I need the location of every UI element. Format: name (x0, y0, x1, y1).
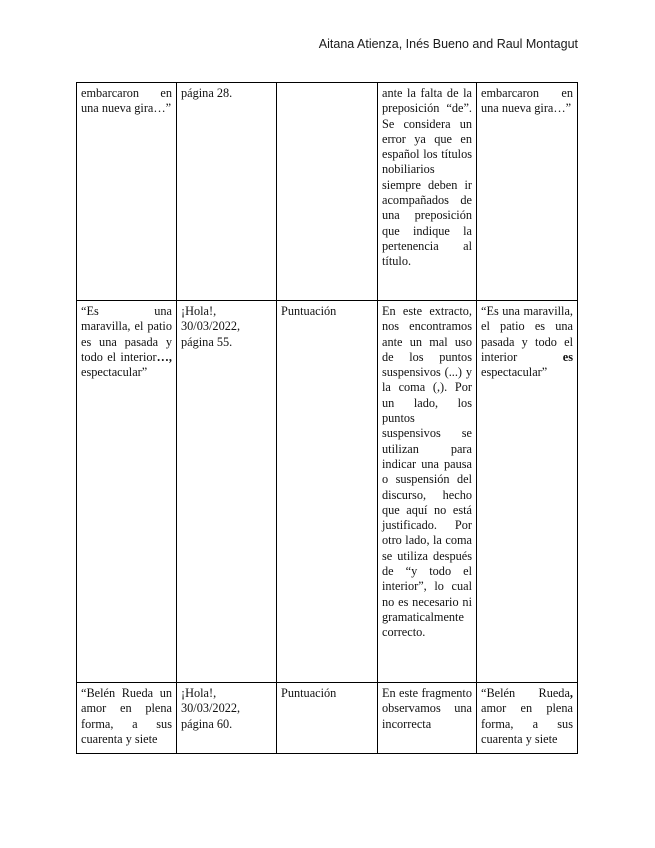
explanation-text: En este fragmento observamos una incorrecta (382, 686, 472, 731)
analysis-table (76, 82, 578, 754)
table-row (77, 301, 578, 683)
source-text: ¡Hola!, 30/03/2022, página 60. (181, 686, 241, 731)
original-text: “Es una maravilla, el patio es una pasada y todo el interior (81, 304, 172, 364)
original-text-end: espectacular” (81, 365, 148, 380)
original-text: “Belén Rueda un amor en plena forma, a sus cuarenta y siete (81, 686, 172, 746)
source-text: página 28. (181, 86, 233, 100)
source-cell (177, 683, 277, 754)
table-row (77, 683, 578, 754)
source-text: ¡Hola!, 30/03/2022, página 55. (181, 304, 241, 349)
explanation-cell (378, 301, 477, 683)
original-text-cell (77, 301, 177, 683)
explanation-text: En este extracto, nos encontramos ante un mal uso de los puntos suspensivos (...) y la coma (,). Por un lado, los puntos suspensivos se utilizan para indicar una pausa o suspensión del discurso, hecho que aquí no está justificado. Por otro lado, la coma se utiliza después de “y todo el interior”, lo cual no es necesario ni gramaticalmente correcto. (382, 304, 472, 640)
correction-highlight: es (562, 349, 573, 364)
explanation-cell (378, 683, 477, 754)
category-text: Puntuación (281, 686, 337, 700)
running-header: Aitana Atienza, Inés Bueno and Raul Montagut (318, 37, 578, 51)
source-cell (177, 301, 277, 683)
table-row (77, 83, 578, 301)
category-text: Puntuación (281, 304, 337, 318)
correction-text-end: espectacular” (481, 365, 548, 380)
category-cell (277, 301, 378, 683)
correction-cell (477, 301, 578, 683)
original-text-cell (77, 683, 177, 754)
correction-text: “Belén Rueda (481, 686, 570, 700)
correction-highlight: , (569, 686, 573, 700)
category-cell (277, 683, 378, 754)
source-cell (177, 83, 277, 301)
explanation-text: ante la falta de la preposición “de”. Se considera un error ya que en español los títulos nobiliarios siempre deben ir acompañados de una preposición que indique la pertenencia al título. (382, 86, 472, 269)
original-error-highlight: …, (156, 349, 172, 364)
correction-text: “Es una maravilla, el patio es una pasada y todo el interior (481, 304, 573, 364)
explanation-cell (378, 83, 477, 301)
correction-text-end: amor en plena forma, a sus cuarenta y siete (481, 701, 573, 746)
original-text-cell (77, 83, 177, 301)
correction-cell (477, 83, 578, 301)
category-cell (277, 83, 378, 301)
correction-text: embarcaron en una nueva gira…” (481, 86, 573, 116)
correction-cell (477, 683, 578, 754)
original-text: embarcaron en una nueva gira…” (81, 86, 172, 116)
